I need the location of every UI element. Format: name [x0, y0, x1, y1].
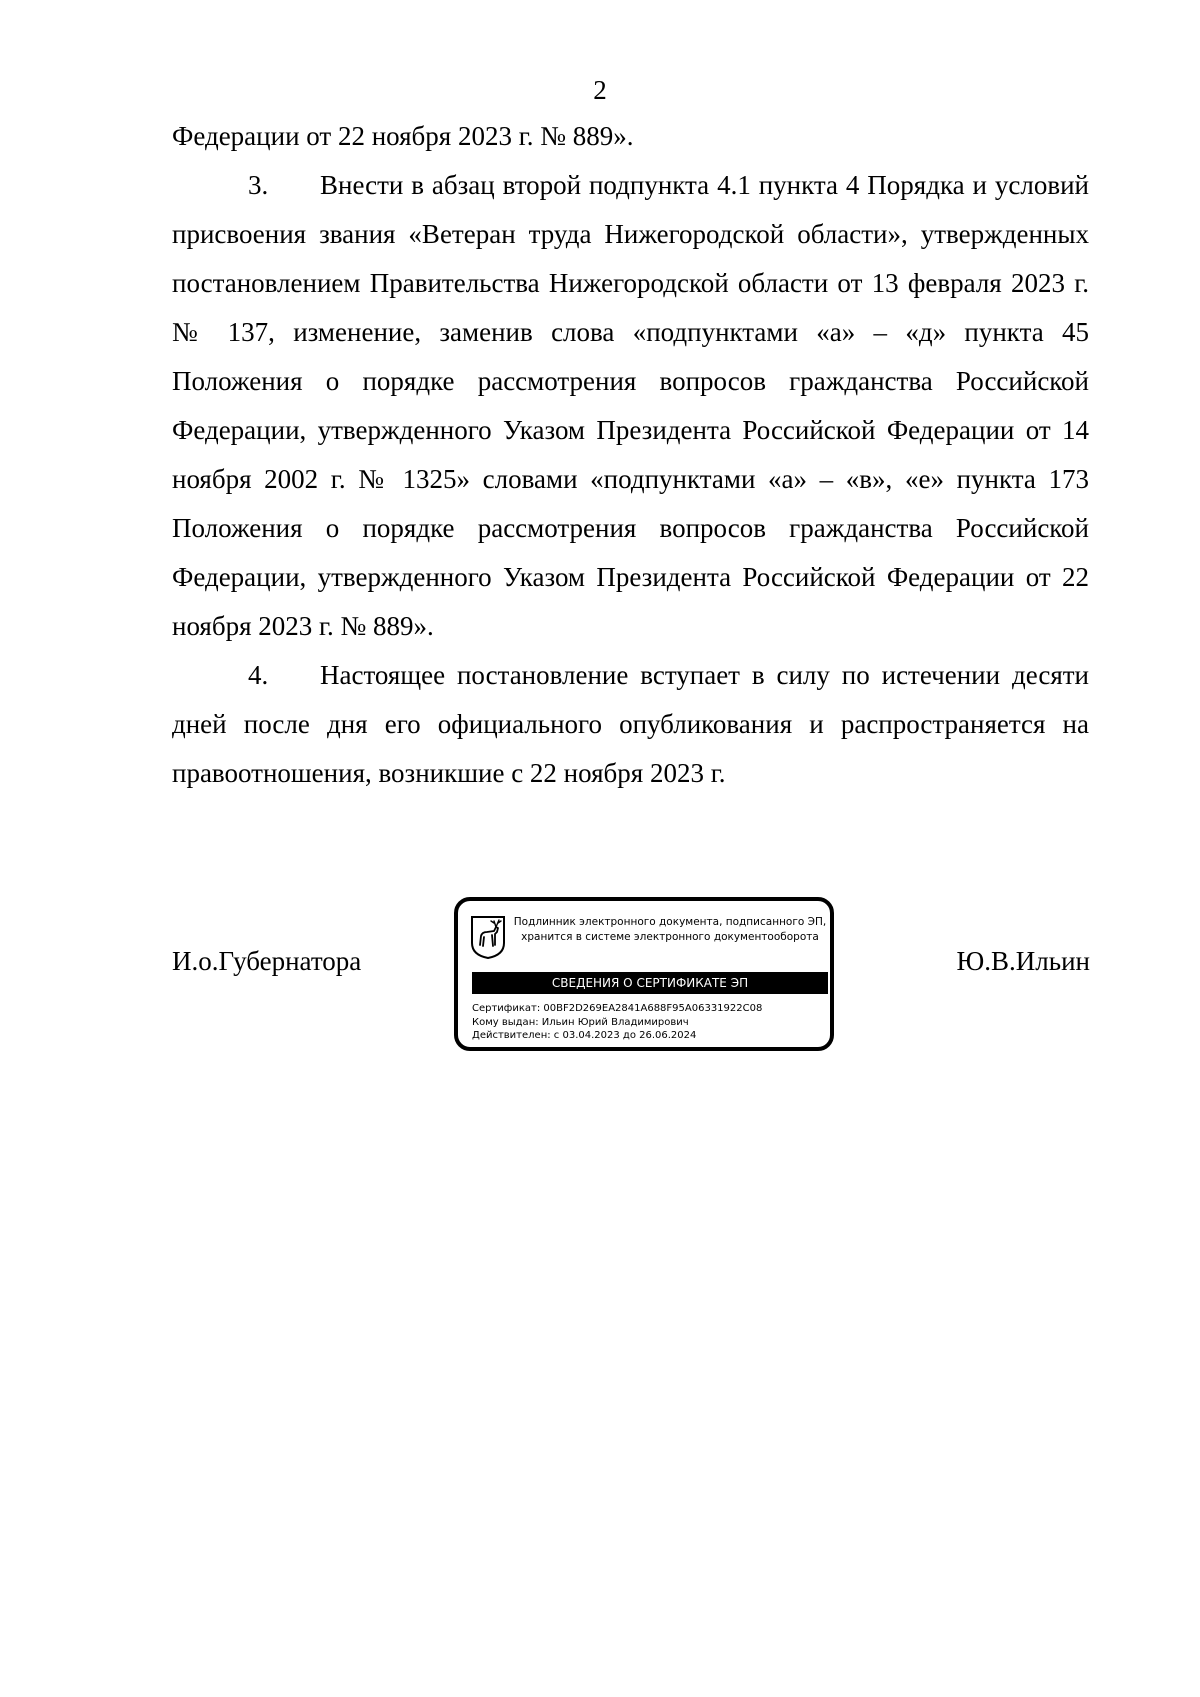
- electronic-signature-stamp: [454, 897, 834, 1051]
- paragraph-text: Внести в абзац второй подпункта 4.1 пункта 4 Порядка и условий присвоения звания «Ветеран труда Нижегородской области», утвержденных постановлением Правительства Нижегородской области от 13 февраля 2023 г. № 137, изменение, заменив слова «подпунктами «а» – «д» пункта 45 Положения о порядке рассмотрения вопросов гражданства Российской Федерации, утвержденного Указом Президента Российской Федерации от 14 ноября 2002 г. № 1325» словами «подпунктами «а» – «в», «е» пункта 173 Положения о порядке рассмотрения вопросов гражданства Российской Федерации, утвержденного Указом Президента Российской Федерации от 22 ноября 2023 г. № 889».: [172, 170, 1089, 641]
- signatory-name: Ю.В.Ильин: [956, 946, 1090, 976]
- stamp-header-line: хранится в системе электронного документооборота: [521, 931, 819, 943]
- paragraph-number: 3.: [248, 170, 269, 200]
- paragraph-number: 4.: [248, 660, 269, 690]
- certificate-number: Сертификат: 00BF2D269EA2841A688F95A06331922C08: [472, 1003, 763, 1014]
- signatory-position: И.о.Губернатора: [172, 946, 362, 976]
- paragraph-text: Настоящее постановление вступает в силу по истечении десяти дней после дня его официального опубликования и распространяется на правоотношения, возникшие с 22 ноября 2023 г.: [172, 660, 1089, 788]
- paragraph-text: Федерации от 22 ноября 2023 г. № 889».: [172, 121, 634, 151]
- stamp-certificate-details: [472, 1002, 762, 1043]
- stamp-header-line: Подлинник электронного документа, подписанного ЭП,: [513, 916, 827, 928]
- paragraph-continuation: [172, 112, 1089, 161]
- paragraph-4: [172, 651, 1089, 798]
- document-body: [172, 112, 1089, 798]
- stamp-header: [512, 915, 828, 945]
- stamp-title-bar: СВЕДЕНИЯ О СЕРТИФИКАТЕ ЭП: [472, 972, 828, 994]
- page-number: 2: [593, 75, 607, 105]
- certificate-owner: Кому выдан: Ильин Юрий Владимирович: [472, 1016, 689, 1028]
- nizhny-novgorod-deer-emblem-icon: [470, 915, 506, 959]
- certificate-validity: Действителен: с 03.04.2023 до 26.06.2024: [472, 1030, 697, 1041]
- paragraph-3: [172, 161, 1089, 651]
